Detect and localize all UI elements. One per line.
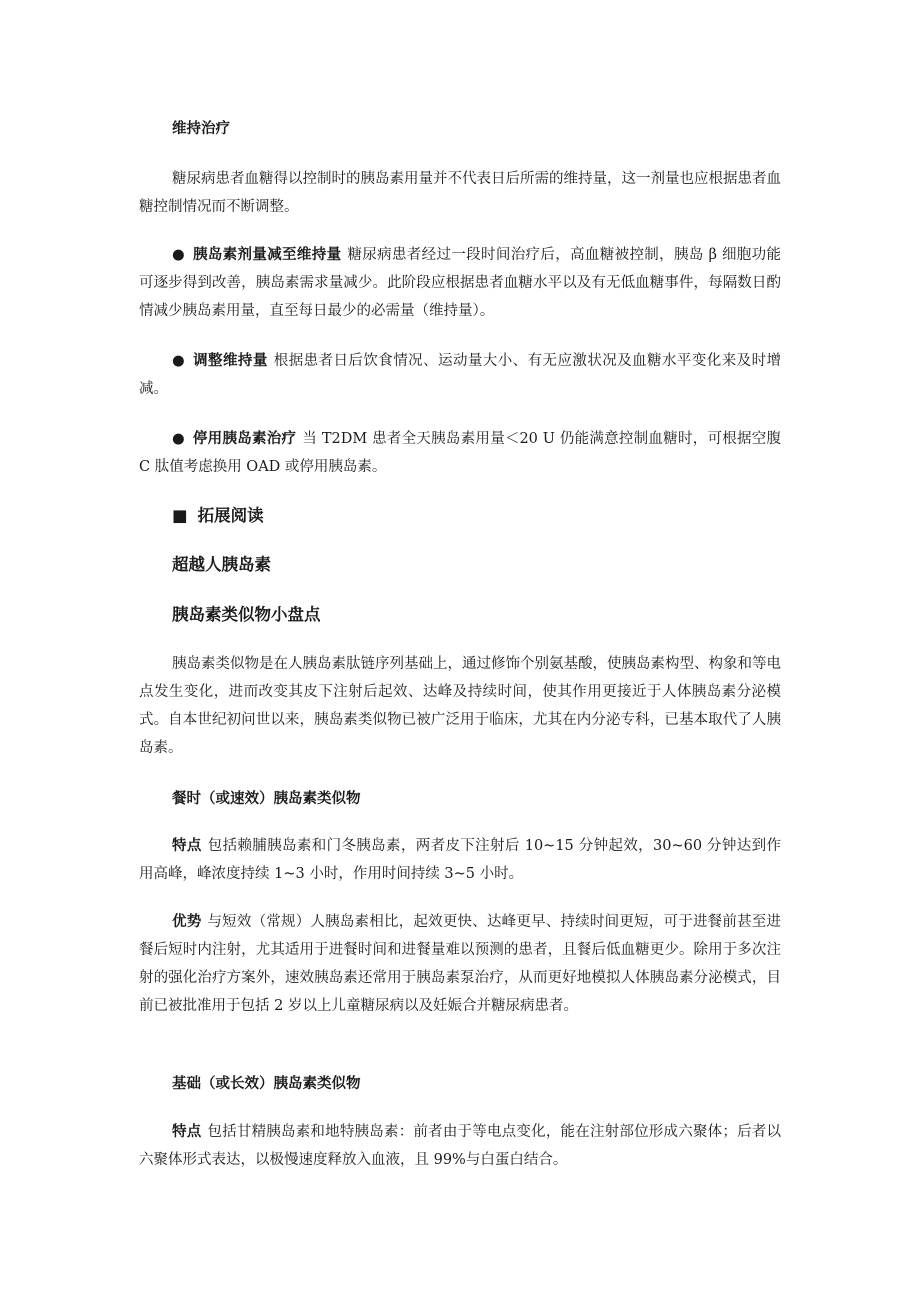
bullet-item-stop <box>139 425 781 481</box>
feature-lead: 特点 <box>172 1123 202 1140</box>
feature-text: 包括赖脯胰岛素和门冬胰岛素，两者皮下注射后 10~15 分钟起效，30~60 分钟达到作用高峰，峰浓度持续 1~3 小时，作用时间持续 3~5 小时。 <box>139 838 781 882</box>
rapid-feature <box>139 832 781 888</box>
bullet-icon: ● <box>172 352 186 369</box>
feature-lead: 特点 <box>172 837 202 854</box>
bullet-icon: ● <box>172 246 185 263</box>
bullet-lead: 胰岛素剂量减至维持量 <box>193 246 342 263</box>
bullet-icon: ● <box>172 430 185 447</box>
maintenance-heading: 维持治疗 <box>172 120 230 137</box>
maintenance-intro: 糖尿病患者血糖得以控制时的胰岛素用量并不代表日后所需的维持量，这一剂量也应根据患者血糖控制情况而不断调整。 <box>139 171 781 215</box>
bullet-text: 根据患者日后饮食情况、运动量大小、有无应激状况及血糖水平变化来及时增减。 <box>139 353 782 397</box>
section-title-extended-reading <box>172 502 264 526</box>
article-title: 超越人胰岛素 <box>172 555 271 574</box>
square-icon: ■ <box>172 506 188 525</box>
basal-feature <box>139 1118 781 1174</box>
section-title-text: 拓展阅读 <box>197 506 264 525</box>
bullet-lead: 停用胰岛素治疗 <box>192 430 297 447</box>
advantage-text: 与短效（常规）人胰岛素相比，起效更快、达峰更早、持续时间更短，可于进餐前甚至进餐后短时内注射，尤其适用于进餐时间和进餐量难以预测的患者，且餐后低血糖更少。除用于多次注射的强化治疗方案外，速效胰岛素还常用于胰岛素泵治疗，从而更好地模拟人体胰岛素分泌模式，目前已被批准用于包括 2 岁以上儿童糖尿病以及妊娠合并糖尿病患者。 <box>139 914 782 1014</box>
bullet-text: 当 T2DM 患者全天胰岛素用量＜20 U 仍能满意控制血糖时，可根据空腹 C 肽值考虑换用 OAD 或停用胰岛素。 <box>139 431 782 475</box>
rapid-heading: 餐时（或速效）胰岛素类似物 <box>172 790 361 807</box>
bullet-item-reduce <box>139 241 781 325</box>
advantage-lead: 优势 <box>172 913 202 930</box>
basal-heading: 基础（或长效）胰岛素类似物 <box>172 1075 361 1092</box>
analogs-intro: 胰岛素类似物是在人胰岛素肽链序列基础上，通过修饰个别氨基酸，使胰岛素构型、构象和等电点发生变化，进而改变其皮下注射后起效、达峰及持续时间，使其作用更接近于人体胰岛素分泌模式。自本世纪初问世以来，胰岛素类似物已被广泛用于临床，尤其在内分泌专科，已基本取代了人胰岛素。 <box>139 656 781 756</box>
article-subtitle: 胰岛素类似物小盘点 <box>172 605 321 624</box>
bullet-item-adjust <box>139 347 781 403</box>
feature-text: 包括甘精胰岛素和地特胰岛素：前者由于等电点变化，能在注射部位形成六聚体；后者以六聚体形式表达，以极慢速度释放入血液，且 99%与白蛋白结合。 <box>139 1124 782 1168</box>
rapid-advantage <box>139 908 781 1020</box>
bullet-text: 糖尿病患者经过一段时间治疗后，高血糖被控制，胰岛 β 细胞功能可逐步得到改善，胰岛素需求量减少。此阶段应根据患者血糖水平以及有无低血糖事件，每隔数日酌情减少胰岛素用量，直至每日最少的必需量（维持量）。 <box>139 247 781 319</box>
bullet-lead: 调整维持量 <box>193 352 268 369</box>
